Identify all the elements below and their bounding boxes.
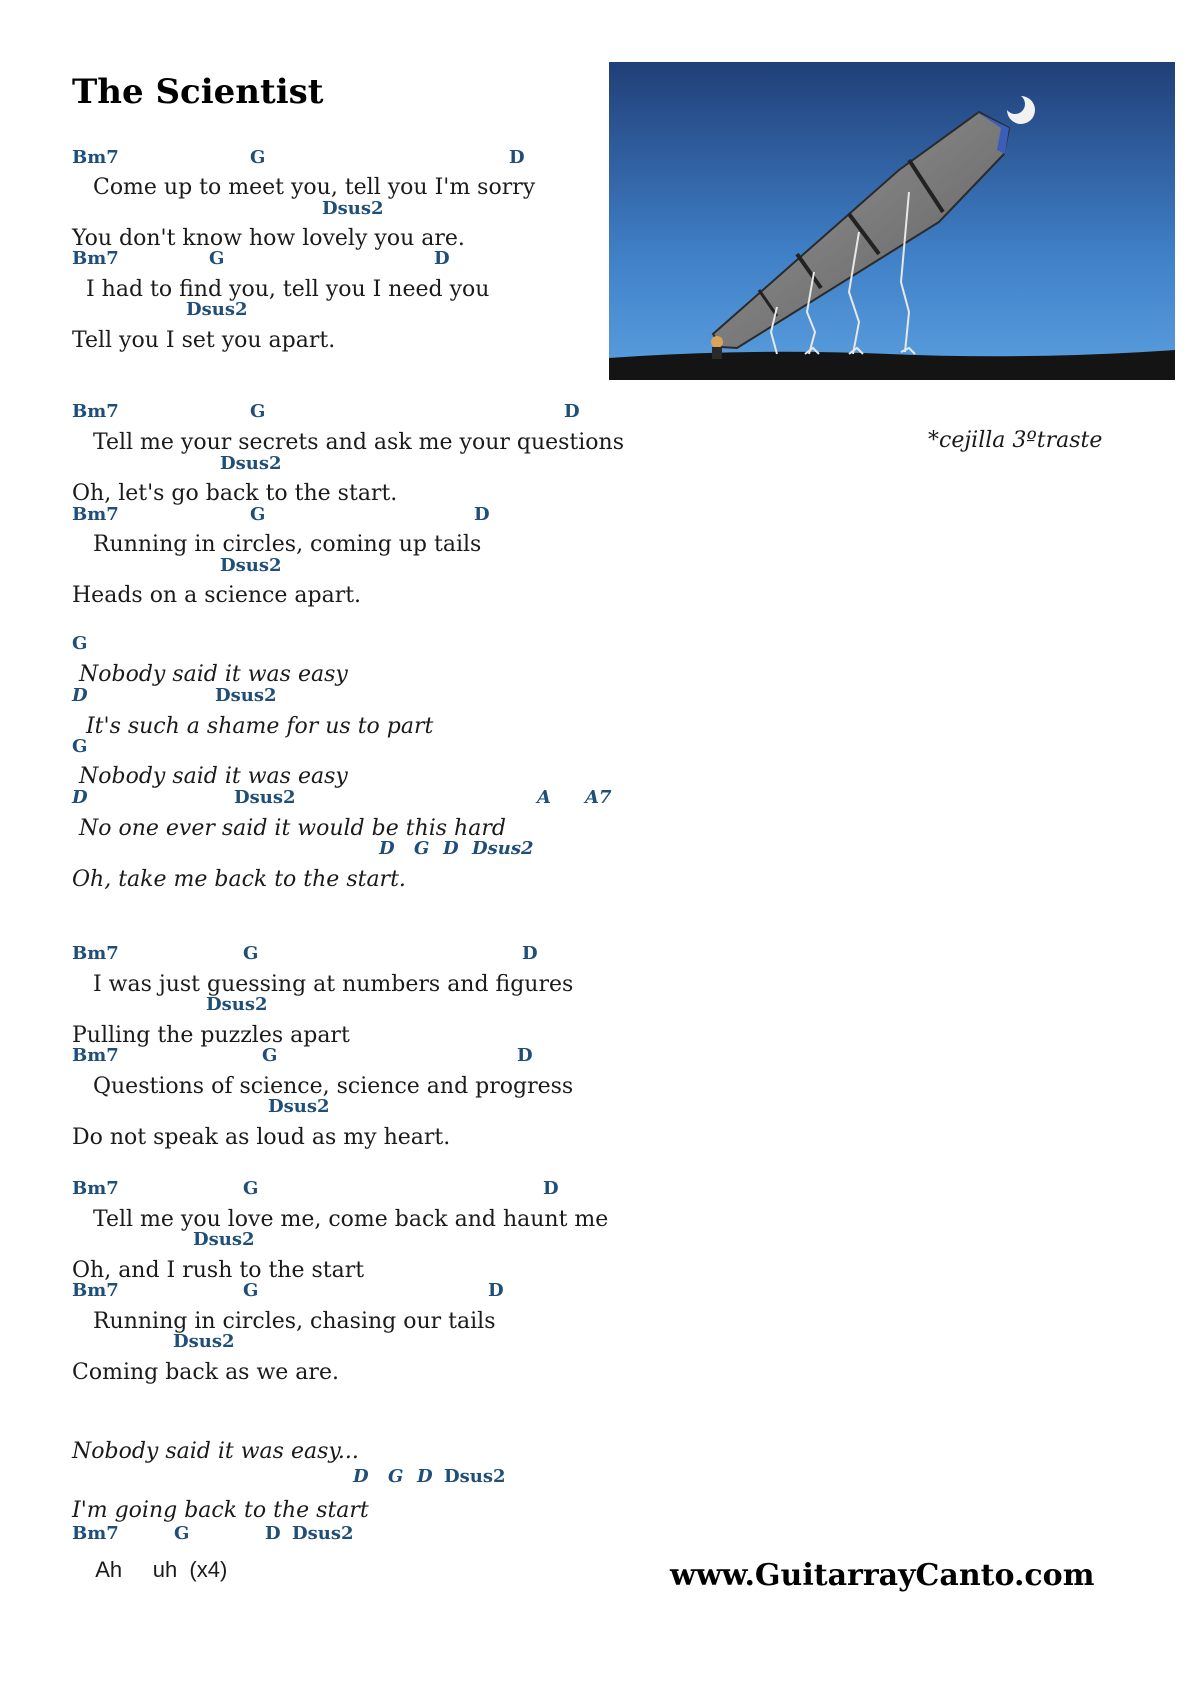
chord-label: A <box>537 787 551 808</box>
chord-label: G <box>414 838 430 859</box>
lyric-line: Tell me your secrets and ask me your questions <box>72 430 625 455</box>
lyric-line: Pulling the puzzles apart <box>72 1023 350 1048</box>
chord-label: Dsus2 <box>173 1331 235 1352</box>
chord-label: Bm7 <box>72 248 119 269</box>
lyric-line: Heads on a science apart. <box>72 583 362 608</box>
chord-label: G <box>243 1280 259 1301</box>
lyric-line: Nobody said it was easy <box>72 662 348 687</box>
lyric-line: Do not speak as loud as my heart. <box>72 1125 451 1150</box>
chord-label: D <box>488 1280 504 1301</box>
telescope-illustration <box>609 62 1175 380</box>
chord-label: Bm7 <box>72 504 119 525</box>
chord-label: Bm7 <box>72 1280 119 1301</box>
chord-label: Dsus2 <box>268 1096 330 1117</box>
chord-label: G <box>209 248 225 269</box>
chord-label: D <box>417 1466 433 1487</box>
chord-label: G <box>72 736 88 757</box>
lyric-line: I'm going back to the start <box>72 1498 369 1523</box>
person-figure <box>711 336 723 359</box>
chord-label: G <box>243 943 259 964</box>
chord-label: Dsus2 <box>220 555 282 576</box>
chord-label: Bm7 <box>72 1045 119 1066</box>
chord-label: D <box>543 1178 559 1199</box>
chord-label: Dsus2 <box>234 787 296 808</box>
lyric-line: Oh, let's go back to the start. <box>72 481 398 506</box>
chord-label: D <box>564 401 580 422</box>
lyric-line: It's such a shame for us to part <box>72 714 434 739</box>
song-title: The Scientist <box>72 72 324 112</box>
chord-label: Bm7 <box>72 147 119 168</box>
chord-label: Dsus2 <box>215 685 277 706</box>
chord-label: Dsus2 <box>220 453 282 474</box>
chord-label: D <box>72 685 88 706</box>
lyric-line: Coming back as we are. <box>72 1360 339 1385</box>
lyric-line: I was just guessing at numbers and figures <box>72 972 574 997</box>
chord-label: Dsus2 <box>322 198 384 219</box>
chord-label: D <box>353 1466 369 1487</box>
lyric-line: No one ever said it would be this hard <box>72 816 506 841</box>
lyric-line: Tell me you love me, come back and haunt me <box>72 1207 609 1232</box>
chord-label: D <box>72 787 88 808</box>
website-url: www.GuitarrayCanto.com <box>670 1558 1095 1593</box>
lyric-line: Running in circles, coming up tails <box>72 532 482 557</box>
chord-label: G <box>243 1178 259 1199</box>
chord-label: G <box>250 504 266 525</box>
chord-label: D <box>379 838 395 859</box>
chord-label: Dsus2 <box>472 838 534 859</box>
lyric-line: Oh, take me back to the start. <box>72 867 406 892</box>
chord-label: Dsus2 <box>292 1523 354 1544</box>
chord-label: D <box>474 504 490 525</box>
lyric-line: You don't know how lovely you are. <box>72 226 465 251</box>
chord-label: G <box>262 1045 278 1066</box>
chord-label: Dsus2 <box>206 994 268 1015</box>
lyric-line: Running in circles, chasing our tails <box>72 1309 496 1334</box>
chord-label: G <box>250 401 266 422</box>
chord-label: Bm7 <box>72 401 119 422</box>
chord-label: Dsus2 <box>444 1466 506 1487</box>
lyric-line: I had to find you, tell you I need you <box>72 277 490 302</box>
lyric-line: Nobody said it was easy... <box>72 1439 359 1464</box>
chord-label: D <box>443 838 459 859</box>
lyric-line: Tell you I set you apart. <box>72 328 336 353</box>
chord-label: D <box>509 147 525 168</box>
lyric-line: Questions of science, science and progress <box>72 1074 574 1099</box>
chord-label: Bm7 <box>72 1523 119 1544</box>
lyric-line: Oh, and I rush to the start <box>72 1258 365 1283</box>
lyric-line: Ah uh (x4) <box>72 1557 228 1582</box>
chord-label: D <box>522 943 538 964</box>
chord-label: Dsus2 <box>193 1229 255 1250</box>
chord-label: G <box>388 1466 404 1487</box>
chord-label: D <box>517 1045 533 1066</box>
chord-label: D <box>265 1523 281 1544</box>
capo-note: *cejilla 3ºtraste <box>928 428 1103 453</box>
chord-label: G <box>174 1523 190 1544</box>
chord-label: Bm7 <box>72 1178 119 1199</box>
chord-label: G <box>250 147 266 168</box>
lyric-line: Come up to meet you, tell you I'm sorry <box>72 175 536 200</box>
chord-label: A7 <box>585 787 612 808</box>
chord-label: G <box>72 633 88 654</box>
chord-label: D <box>434 248 450 269</box>
lyric-line: Nobody said it was easy <box>72 764 348 789</box>
chord-label: Dsus2 <box>186 299 248 320</box>
chord-label: Bm7 <box>72 943 119 964</box>
